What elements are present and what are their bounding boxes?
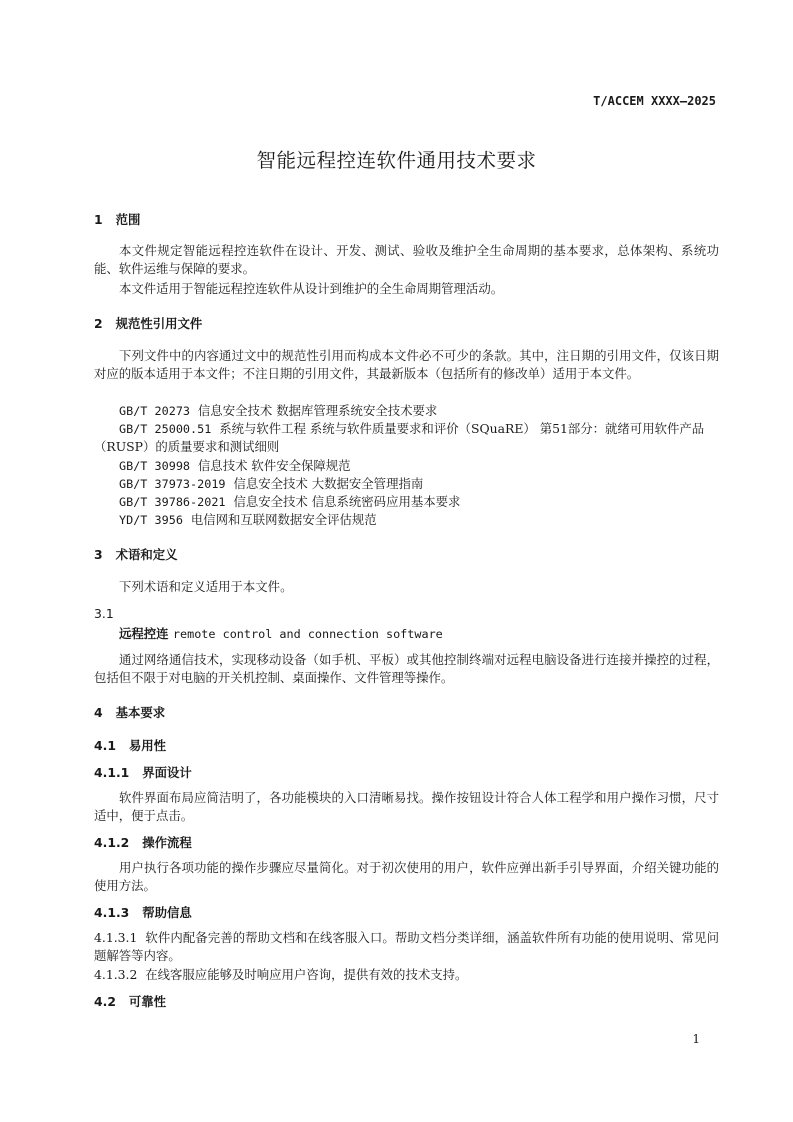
subsection-title: 可靠性 <box>128 994 167 1009</box>
reference-code: GB/T 37973-2019 <box>119 477 226 491</box>
section-number: 2 <box>94 316 103 331</box>
subsection-4-1-3-heading <box>94 904 192 922</box>
subsection-number: 4.2 <box>94 994 116 1009</box>
reference-title: 信息安全技术 数据库管理系统安全技术要求 <box>197 403 438 418</box>
section-4-heading <box>94 704 165 722</box>
operation-flow-paragraph: 用户执行各项功能的操作步骤应尽量简化。对于初次使用的用户，软件应弹出新手引导界面，介绍关键功能的使用方法。 <box>94 860 719 894</box>
reference-item <box>94 475 719 493</box>
section-number: 3 <box>94 547 103 562</box>
normative-refs-intro: 下列文件中的内容通过文中的规范性引用而构成本文件必不可少的条款。其中，注日期的引用文件，仅该日期对应的版本适用于本文件；不注日期的引用文件，其最新版本（包括所有的修改单）适用于本文件。 <box>94 348 719 382</box>
subsection-number: 4.1.2 <box>94 835 130 850</box>
term-number: 3.1 <box>94 606 114 621</box>
term-chinese: 远程控连 <box>119 626 169 641</box>
subsection-4-1-1-heading <box>94 764 192 782</box>
section-2-heading <box>94 315 202 333</box>
term-english: remote control and connection software <box>172 627 443 641</box>
reference-title: 信息安全技术 信息系统密码应用基本要求 <box>233 494 461 509</box>
reference-title: 信息技术 软件安全保障规范 <box>197 458 351 473</box>
section-number: 1 <box>94 212 103 227</box>
reference-code: GB/T 25000.51 <box>119 422 212 436</box>
document-title: 智能远程控连软件通用技术要求 <box>256 149 537 172</box>
section-title: 规范性引用文件 <box>115 316 203 331</box>
section-title: 术语和定义 <box>115 547 178 562</box>
page-number: 1 <box>692 1032 700 1046</box>
term-entry <box>119 625 443 643</box>
reference-title: 系统与软件工程 系统与软件质量要求和评价（SQuaRE） 第51部分：就绪可用软件产品（RUSP）的质量要求和测试细则 <box>94 421 705 455</box>
reference-code: GB/T 20273 <box>119 404 191 418</box>
reference-code: GB/T 39786-2021 <box>119 495 226 509</box>
reference-item <box>94 511 719 529</box>
subsection-4-2-heading <box>94 993 166 1011</box>
clause-text: 在线客服应能够及时响应用户咨询，提供有效的技术支持。 <box>145 967 468 982</box>
interface-design-paragraph: 软件界面布局应简洁明了，各功能模块的入口清晰易找。操作按钮设计符合人体工程学和用户操作习惯，尺寸适中，便于点击。 <box>94 790 719 824</box>
reference-item <box>94 493 719 511</box>
clause-number: 4.1.3.1 <box>94 930 138 945</box>
reference-title: 电信网和互联网数据安全评估规范 <box>190 512 377 527</box>
subsection-number: 4.1.1 <box>94 765 130 780</box>
reference-code: GB/T 30998 <box>119 459 191 473</box>
scope-paragraph-2: 本文件适用于智能远程控连软件从设计到维护的全生命周期管理活动。 <box>119 281 504 296</box>
clause-text: 软件内配备完善的帮助文档和在线客服入口。帮助文档分类详细，涵盖软件所有功能的使用说明、常见问题解答等内容。 <box>94 930 719 964</box>
reference-item <box>94 402 719 420</box>
term-definition: 通过网络通信技术，实现移动设备（如手机、平板）或其他控制终端对远程电脑设备进行连接并操控的过程，包括但不限于对电脑的开关机控制、桌面操作、文件管理等操作。 <box>94 652 719 686</box>
subsection-title: 界面设计 <box>142 765 192 780</box>
subsection-number: 4.1.3 <box>94 905 130 920</box>
section-number: 4 <box>94 705 103 720</box>
reference-item <box>94 457 719 475</box>
standard-code: T/ACCEM XXXX—2025 <box>593 94 716 108</box>
subsection-title: 操作流程 <box>142 835 192 850</box>
reference-title: 信息安全技术 大数据安全管理指南 <box>233 476 424 491</box>
section-title: 范围 <box>115 212 141 227</box>
clause-number: 4.1.3.2 <box>94 967 138 982</box>
reference-item <box>94 420 719 457</box>
scope-paragraph-1: 本文件规定智能远程控连软件在设计、开发、测试、验收及维护全生命周期的基本要求，总体架构、系统功能、软件运维与保障的要求。 <box>94 243 719 277</box>
subsection-4-1-2-heading <box>94 834 192 852</box>
terms-intro: 下列术语和定义适用于本文件。 <box>119 579 293 594</box>
subsection-4-1-heading <box>94 737 166 755</box>
subsection-number: 4.1 <box>94 738 116 753</box>
subsection-title: 易用性 <box>128 738 167 753</box>
clause-4-1-3-1 <box>94 929 719 966</box>
section-title: 基本要求 <box>115 705 166 720</box>
clause-4-1-3-2 <box>94 966 719 984</box>
section-1-heading <box>94 211 140 229</box>
subsection-title: 帮助信息 <box>142 905 192 920</box>
section-3-heading <box>94 546 178 564</box>
reference-code: YD/T 3956 <box>119 513 183 527</box>
